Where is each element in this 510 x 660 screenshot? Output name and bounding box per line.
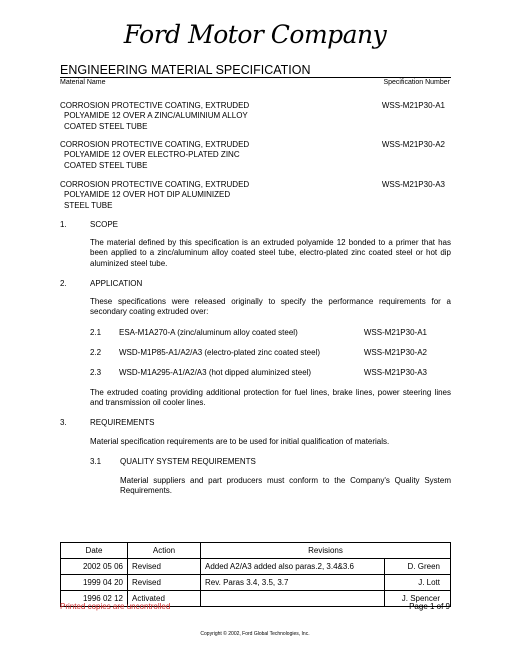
material-name-line: COATED STEEL TUBE: [64, 121, 148, 131]
cell-revision: Rev. Paras 3.4, 3.5, 3.7: [201, 575, 385, 591]
item-number: 2.1: [90, 328, 102, 337]
cell-author: J. Lott: [385, 575, 451, 591]
material-name: [60, 101, 300, 132]
material-name-line: POLYAMIDE 12 OVER ELECTRO-PLATED ZINC: [64, 150, 240, 160]
material-name-line: POLYAMIDE 12 OVER A ZINC/ALUMINIUM ALLOY: [64, 111, 248, 121]
material-entry: [60, 101, 451, 132]
material-name-header: Material Name: [60, 79, 106, 86]
quality-system-paragraph: Material suppliers and part producers must conform to the Company's Quality System Requirements.: [120, 476, 451, 496]
material-entry: [60, 180, 451, 211]
table-row: [61, 559, 451, 575]
cell-action: Revised: [128, 559, 201, 575]
header-revisions: Revisions: [201, 543, 451, 559]
item-number: 2.3: [90, 368, 102, 377]
copyright-notice: Copyright © 2002, Ford Global Technologies, Inc.: [200, 631, 310, 637]
header-action: Action: [128, 543, 201, 559]
header-date: Date: [61, 543, 128, 559]
cell-action: Activated: [128, 591, 201, 607]
material-name-line: POLYAMIDE 12 OVER HOT DIP ALUMINIZED: [64, 190, 231, 200]
item-spec: WSS-M21P30-A3: [363, 368, 427, 377]
material-name-line: STEEL TUBE: [64, 200, 113, 210]
material-name: [60, 180, 300, 211]
material-name-line: CORROSION PROTECTIVE COATING, EXTRUDED: [60, 140, 250, 149]
scope-paragraph: The material defined by this specification is an extruded polyamide 12 bonded to a primer that has been applied to a zinc/aluminum alloy coated steel tube, electro-plated zinc coated steel or hot dip aluminized steel tube.: [90, 238, 451, 268]
cell-date: 1999 04 20: [61, 575, 128, 591]
section-title-requirements: REQUIREMENTS: [90, 418, 155, 427]
specification-number: WSS-M21P30-A3: [381, 180, 445, 189]
page-number: Page 1 of 9: [409, 602, 450, 611]
item-text: WSD-M1A295-A1/A2/A3 (hot dipped aluminized steel): [119, 368, 312, 377]
cell-revision: [201, 591, 385, 607]
item-number: 2.2: [90, 348, 102, 357]
section-number-scope: 1.: [60, 220, 67, 229]
revision-table: [60, 542, 451, 607]
document-title: ENGINEERING MATERIAL SPECIFICATION: [60, 63, 311, 77]
section-title-application: APPLICATION: [90, 279, 143, 288]
section-number-application: 2.: [60, 279, 67, 288]
application-paragraph-2: The extruded coating providing additional protection for fuel lines, brake lines, power steering lines and transmission oil cooler lines.: [90, 388, 451, 408]
uncontrolled-notice: Printed copies are uncontrolled: [60, 602, 171, 611]
item-spec: WSS-M21P30-A1: [363, 328, 427, 337]
table-header-row: [61, 543, 451, 559]
subsection-title: QUALITY SYSTEM REQUIREMENTS: [120, 457, 256, 466]
cell-author: D. Green: [385, 559, 451, 575]
material-name-line: CORROSION PROTECTIVE COATING, EXTRUDED: [60, 180, 250, 189]
material-entry: [60, 140, 451, 171]
requirements-paragraph: Material specification requirements are to be used for initial qualification of materials.: [90, 437, 390, 446]
material-name-line: COATED STEEL TUBE: [64, 160, 148, 170]
subsection-number: 3.1: [90, 457, 102, 466]
item-text: ESA-M1A270-A (zinc/aluminum alloy coated steel): [119, 328, 298, 337]
header-rule: [60, 77, 451, 78]
cell-action: Revised: [128, 575, 201, 591]
specification-number-header: Specification Number: [383, 79, 450, 86]
cell-date: 1996 02 12: [61, 591, 128, 607]
material-name-line: CORROSION PROTECTIVE COATING, EXTRUDED: [60, 101, 250, 110]
ford-logo: Ford Motor Company: [123, 20, 387, 49]
section-title-scope: SCOPE: [90, 220, 119, 229]
specification-number: WSS-M21P30-A1: [381, 101, 445, 110]
specification-number: WSS-M21P30-A2: [381, 140, 445, 149]
table-row: [61, 575, 451, 591]
cell-date: 2002 05 06: [61, 559, 128, 575]
cell-author: J. Spencer: [385, 591, 451, 607]
material-name: [60, 140, 300, 171]
item-text: WSD-M1P85-A1/A2/A3 (electro-plated zinc coated steel): [119, 348, 320, 357]
application-paragraph: These specifications were released originally to specify the performance requirements for a secondary coating extruded over:: [90, 297, 451, 317]
item-spec: WSS-M21P30-A2: [363, 348, 427, 357]
section-number-requirements: 3.: [60, 418, 67, 427]
cell-revision: Added A2/A3 added also paras.2, 3.4&3.6: [201, 559, 385, 575]
